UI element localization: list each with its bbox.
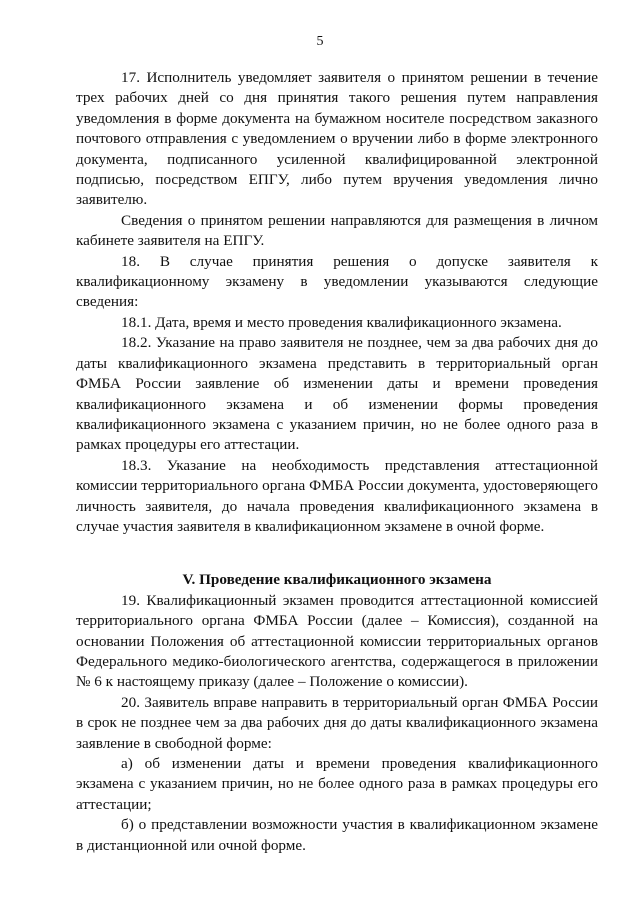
document-body bbox=[76, 68, 598, 856]
section-v-heading: V. Проведение квалификационного экзамена bbox=[182, 571, 492, 589]
paragraph-18-2: 18.2. Указание на право заявителя не позднее, чем за два рабочих дня до даты квалификационного экзамена представить в территориальный орган ФМБА России заявление об изменении даты и времени проведения квалификационного экзамена и об изменении формы проведения квалификационного экзамена с указанием причин, но не более одного раза в рамках процедуры его аттестации. bbox=[76, 334, 598, 454]
paragraph-19: 19. Квалификационный экзамен проводится аттестационной комиссией территориального органа ФМБА России (далее – Комиссия), созданной на основании Положения об аттестационной комиссии территориальных органов Федерального медико-биологического агентства, содержащегося в приложении № 6 к настоящему приказу (далее – Положение о комиссии). bbox=[76, 591, 598, 691]
paragraph-18-3: 18.3. Указание на необходимость представления аттестационной комиссии территориального органа ФМБА России документа, удостоверяющего личность заявителя, до начала проведения квалификационного экзамена в случае участия заявителя в квалификационном экзамене в очной форме. bbox=[76, 456, 598, 535]
paragraph-17: 17. Исполнитель уведомляет заявителя о принятом решении в течение трех рабочих дней со дня принятия такого решения путем направления уведомления в форме документа на бумажном носителе посредством заказного почтового отправления с уведомлением о вручении либо в форме электронного документа, подписанного усиленной квалифицированной электронной подписью, посредством ЕПГУ, либо путем вручения уведомления лично заявителю. bbox=[76, 69, 598, 209]
paragraph-17-continuation: Сведения о принятом решении направляются для размещения в личном кабинете заявителя на ЕПГУ. bbox=[76, 211, 598, 250]
page-number: 5 bbox=[316, 34, 324, 49]
paragraph-20-b: б) о представлении возможности участия в квалификационном экзамене в дистанционной или очной форме. bbox=[76, 816, 598, 854]
paragraph-20-a: а) об изменении даты и времени проведения квалификационного экзамена с указанием причин, но не более одного раза в рамках процедуры его аттестации; bbox=[76, 755, 598, 813]
paragraph-18-1: 18.1. Дата, время и место проведения квалификационного экзамена. bbox=[121, 313, 562, 331]
paragraph-18: 18. В случае принятия решения о допуске заявителя к квалификационному экзамену в уведомлении указываются следующие сведения: bbox=[76, 252, 598, 311]
paragraph-20: 20. Заявитель вправе направить в территориальный орган ФМБА России в срок не позднее чем за два рабочих дня до даты квалификационного экзамена заявление в свободной форме: bbox=[76, 693, 598, 752]
